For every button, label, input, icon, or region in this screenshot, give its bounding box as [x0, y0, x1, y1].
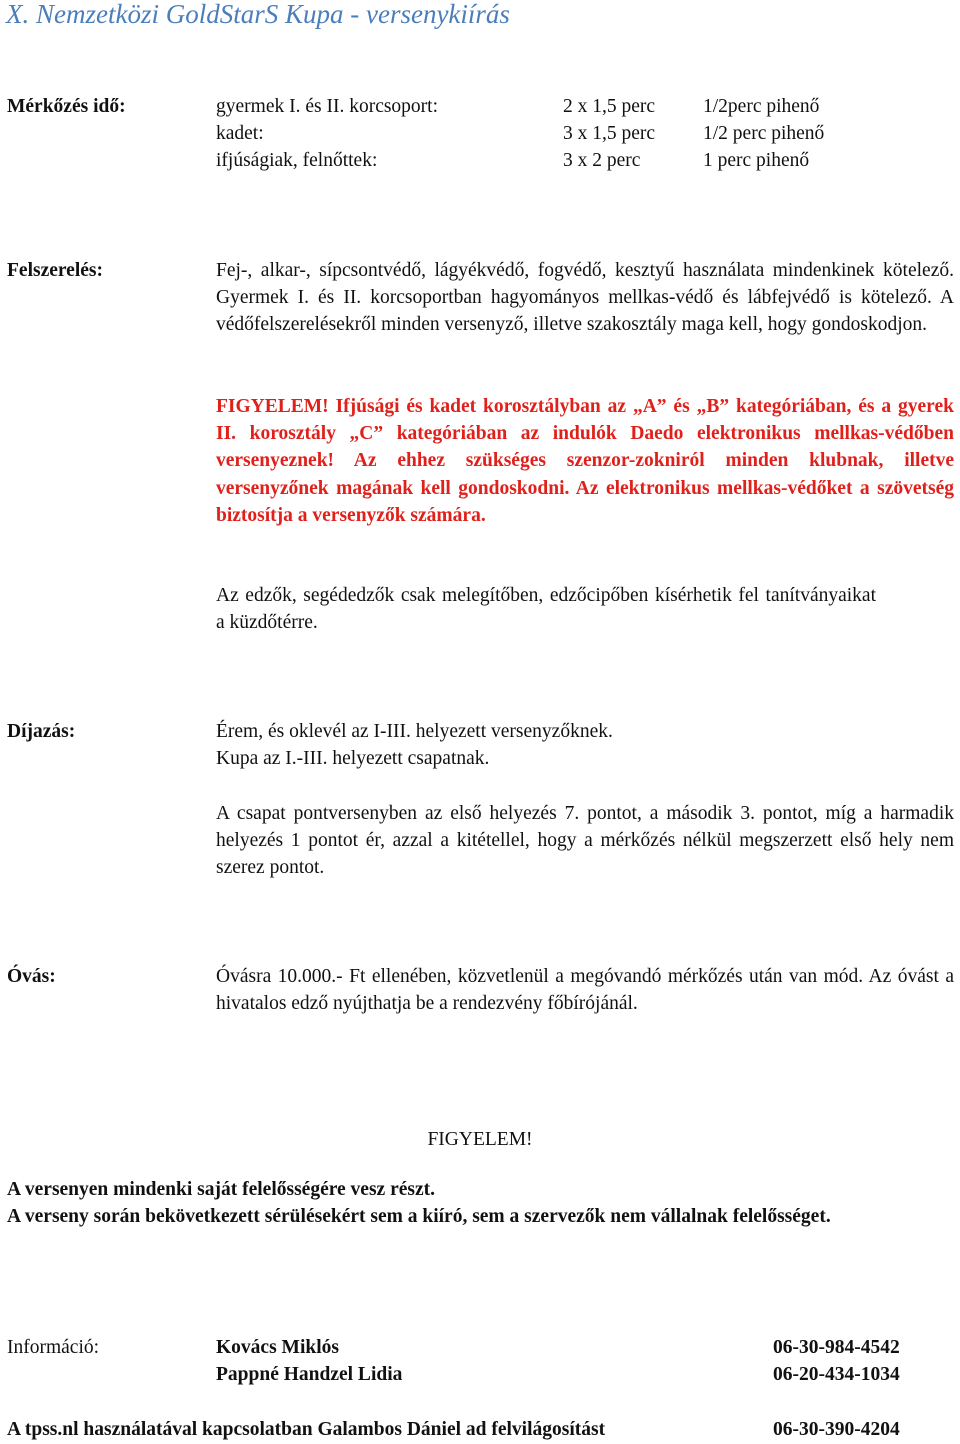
protest-label: Óvás:	[7, 966, 56, 987]
group-name: gyermek I. és II. korcsoport:	[216, 96, 439, 117]
match-time-label: Mérkőzés idő:	[7, 96, 126, 117]
protest-text: Óvásra 10.000.- Ft ellenében, közvetlenül a megóvandó mérkőzés után van mód. Az óvást a hivatalos edző nyújthatja be a rendezvény főbírójánál.	[216, 966, 954, 1015]
notice-injuries: A verseny során bekövetkezett sérülésekért sem a kiíró, sem a szervezők nem vállalnak felelősséget.	[7, 1206, 831, 1227]
info-row	[0, 1361, 960, 1388]
group-name: ifjúságiak, felnőttek:	[216, 150, 378, 172]
round-duration: 3 x 1,5 perc	[563, 123, 656, 145]
notice-heading: FIGYELEM!	[427, 1129, 533, 1150]
group-name: kadet:	[216, 123, 264, 145]
contact-phone: 06-20-434-1034	[773, 1364, 900, 1385]
awards-cup: Kupa az I.-III. helyezett csapatnak.	[216, 748, 490, 769]
rest-duration: 1 perc pihenő	[703, 150, 810, 172]
rest-duration: 1/2perc pihenő	[703, 96, 820, 117]
round-duration: 3 x 2 perc	[563, 150, 641, 172]
chest-protector-warning: FIGYELEM! Ifjúsági és kadet korosztályban az „A” és „B” kategóriában, és a gyerek II. korosztály „C” kategóriában az indulók Daedo elektronikus mellkas-védőben versenyeznek! Az ehhez szükséges szenzor-zokniról minden klubnak, illetve versenyzőnek magának kell gondoskodni. Az elektronikus mellkas-védőket a szövetség biztosítja a versenyzők számára.	[216, 396, 954, 526]
equipment-text: Fej-, alkar-, sípcsontvédő, lágyékvédő, fogvédő, kesztyű használata mindenkinek kötelező. Gyermek I. és II. korcsoportban hagyományos mellkas-védő és lábfejvédő is kötelező. A védőfelszerelésekről minden versenyző, illetve szakosztály maga kell, hogy gondoskodjon.	[216, 260, 954, 336]
awards-medals: Érem, és oklevél az I-III. helyezett versenyzőknek.	[216, 721, 613, 742]
tpss-info-phone: 06-30-390-4204	[773, 1419, 900, 1440]
rest-duration: 1/2 perc pihenő	[703, 123, 825, 145]
team-points-rule: A csapat pontversenyben az első helyezés 7. pontot, a második 3. pontot, míg a harmadik helyezés 1 pontot ér, azzal a kitétellel, hogy a mérkőzés nélkül megszerzett első hely nem szerez pontot.	[216, 803, 954, 879]
info-row	[0, 1334, 960, 1361]
notice-liability: A versenyen mindenki saját felelősségére vesz részt.	[7, 1179, 436, 1200]
equipment-label: Felszerelés:	[7, 260, 103, 281]
contact-name: Kovács Miklós	[216, 1337, 339, 1358]
contact-phone: 06-30-984-4542	[773, 1337, 900, 1358]
tpss-info-row	[0, 1416, 960, 1443]
info-label: Információ:	[7, 1337, 100, 1358]
awards-label: Díjazás:	[7, 721, 76, 742]
contact-name: Pappné Handzel Lidia	[216, 1364, 403, 1385]
coaches-rule: Az edzők, segédedzők csak melegítőben, edzőcipőben kísérhetik fel tanítványaikat a küzdőtérre.	[216, 585, 876, 634]
document-title: X. Nemzetközi GoldStarS Kupa - versenykiírás	[6, 0, 510, 29]
tpss-info-text: A tpss.nl használatával kapcsolatban Galambos Dániel ad felvilágosítást	[7, 1419, 606, 1440]
round-duration: 2 x 1,5 perc	[563, 96, 656, 117]
